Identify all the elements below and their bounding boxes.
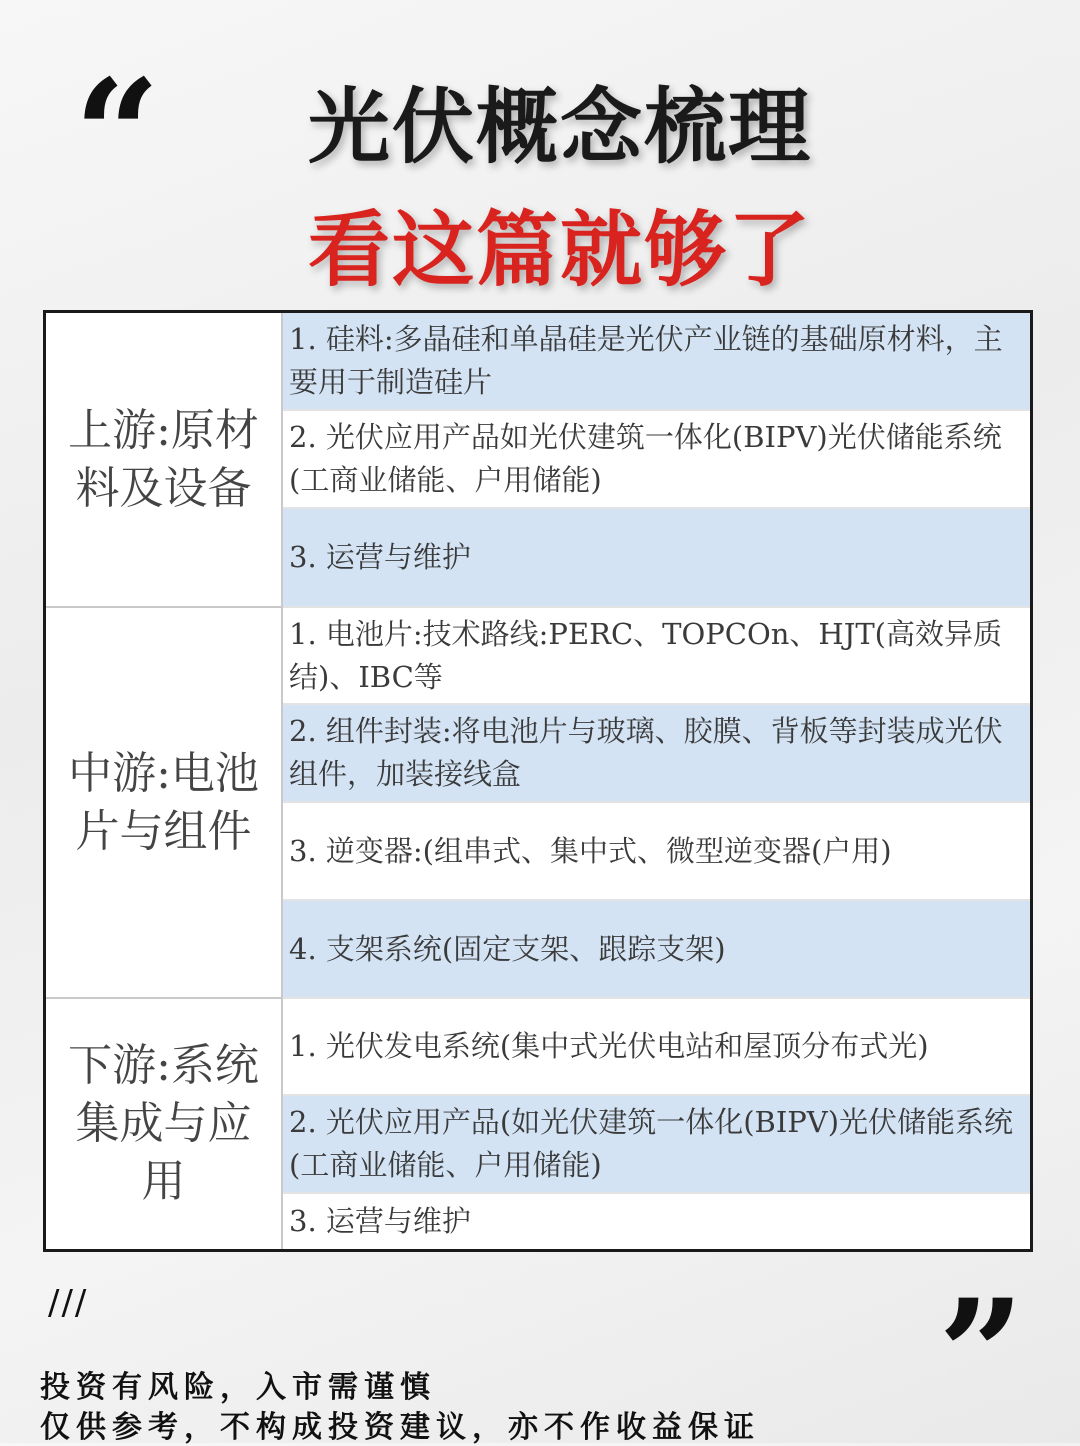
title-line-1: 光伏概念梳理: [307, 80, 812, 175]
list-item: 3. 逆变器:(组串式、集中式、微型逆变器(户用): [283, 803, 1030, 901]
list-item: 1. 硅料:多晶硅和单晶硅是光伏产业链的基础原材料，主要用于制造硅片: [283, 313, 1030, 411]
category-downstream: [46, 999, 283, 1249]
category-label: 上游:原材料及设备: [68, 404, 259, 514]
downstream-items: [283, 999, 1030, 1249]
industry-chain-table: [43, 310, 1033, 1252]
list-item: 2. 光伏应用产品如光伏建筑一体化(BIPV)光伏储能系统(工商业储能、户用储能): [283, 411, 1030, 509]
title-line-2: 看这篇就够了: [307, 203, 812, 298]
category-label: 中游:电池片与组件: [68, 747, 259, 857]
list-item: 2. 光伏应用产品(如光伏建筑一体化(BIPV)光伏储能系统(工商业储能、户用储能): [283, 1096, 1030, 1194]
decorative-slashes: ///: [48, 1283, 89, 1323]
list-item: 1. 电池片:技术路线:PERC、TOPCOn、HJT(高效异质结)、IBC等: [283, 608, 1030, 705]
open-quote-mark: “: [74, 47, 161, 223]
list-item: 3. 运营与维护: [283, 509, 1030, 608]
midstream-items: [283, 608, 1030, 999]
category-label: 下游:系统集成与应用: [68, 1040, 259, 1207]
risk-disclaimer: 投资有风险，入市需谨慎: [40, 1370, 436, 1405]
category-midstream: [46, 608, 283, 999]
list-item: 4. 支架系统(固定支架、跟踪支架): [283, 901, 1030, 999]
upstream-items: [283, 313, 1030, 608]
reference-disclaimer: 仅供参考，不构成投资建议，亦不作收益保证: [40, 1410, 760, 1445]
close-quote-mark: ”: [938, 1267, 1025, 1443]
category-upstream: [46, 313, 283, 608]
list-item: 3. 运营与维护: [283, 1194, 1030, 1249]
list-item: 2. 组件封装:将电池片与玻璃、胶膜、背板等封装成光伏组件，加装接线盒: [283, 705, 1030, 803]
list-item: 1. 光伏发电系统(集中式光伏电站和屋顶分布式光): [283, 999, 1030, 1096]
